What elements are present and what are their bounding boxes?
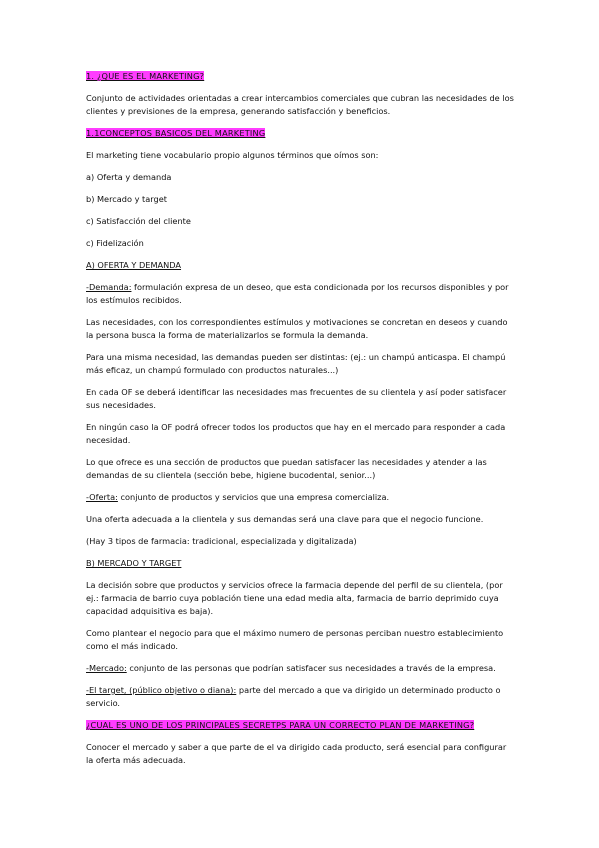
paragraph-demanda: -Demanda: formulación expresa de un deseo, que esta condicionada por los recursos disponibles y por los estímulos recibidos. bbox=[86, 282, 509, 305]
paragraph-seccion-productos: Lo que ofrece es una sección de productos que puedan satisfacer las necesidades y atender a las demandas de su clientela (sección bebe, higiene bucodental, senior...) bbox=[86, 457, 487, 480]
section-heading-oferta-demanda: A) OFERTA Y DEMANDA bbox=[86, 260, 182, 270]
term-target: -El target, (público objetivo o diana): bbox=[86, 685, 237, 695]
heading-que-es-marketing: 1. ¿QUE ES EL MARKETING? bbox=[86, 71, 205, 81]
paragraph-tipos-farmacia: (Hay 3 tipos de farmacia: tradicional, especializada y digitalizada) bbox=[86, 536, 357, 546]
paragraph-mercado: -Mercado: conjunto de las personas que podrían satisfacer sus necesidades a través de la empresa. bbox=[86, 663, 496, 673]
heading-conceptos-basicos: 1.1CONCEPTOS BASICOS DEL MARKETING bbox=[86, 128, 266, 138]
list-item: c) Fidelización bbox=[86, 238, 144, 248]
list-item: a) Oferta y demanda bbox=[86, 172, 172, 182]
paragraph-oferta: -Oferta: conjunto de productos y servicios que una empresa comercializa. bbox=[86, 492, 390, 502]
paragraph-oferta-adecuada: Una oferta adecuada a la clientela y sus demandas será una clave para que el negocio funcione. bbox=[86, 514, 484, 524]
paragraph-conocer-mercado: Conocer el mercado y saber a que parte de el va dirigido cada producto, será esencial para configurar la oferta más adecuada. bbox=[86, 742, 507, 765]
paragraph-necesidades: Las necesidades, con los correspondientes estímulos y motivaciones se concretan en deseos y cuando la persona busca la forma de materializarlos se formula la demanda. bbox=[86, 317, 508, 340]
term-demanda: -Demanda: bbox=[86, 282, 132, 292]
paragraph-definicion: Conjunto de actividades orientadas a crear intercambios comerciales que cubran las necesidades de los clientes y previsiones de la empresa, generando satisfacción y beneficios. bbox=[86, 93, 514, 116]
term-mercado: -Mercado: bbox=[86, 663, 127, 673]
paragraph-target: -El target, (público objetivo o diana): parte del mercado a que va dirigido un determinado producto o servicio. bbox=[86, 685, 501, 708]
paragraph-misma-necesidad: Para una misma necesidad, las demandas pueden ser distintas: (ej.: un champú anticaspa. El champú más eficaz, un champú formulado con productos naturales...) bbox=[86, 352, 506, 375]
paragraph-decision: La decisión sobre que productos y servicios ofrece la farmacia depende del perfil de su clientela, (por ej.: farmacia de barrio cuya población tiene una edad media alta, farmacia de barrio deprimido cuya capacidad adquisitiva es baja). bbox=[86, 580, 503, 616]
list-item: b) Mercado y target bbox=[86, 194, 167, 204]
list-item: c) Satisfacción del cliente bbox=[86, 216, 191, 226]
heading-secreto-plan-marketing: ¿CUAL ES UNO DE LOS PRINCIPALES SECRETPS PARA UN CORRECTO PLAN DE MARKETING? bbox=[86, 720, 475, 730]
paragraph-ningun-caso: En ningún caso la OF podrá ofrecer todos los productos que hay en el mercado para responder a cada necesidad. bbox=[86, 422, 506, 445]
paragraph-vocabulario: El marketing tiene vocabulario propio algunos términos que oímos son: bbox=[86, 150, 379, 160]
section-heading-mercado-target: B) MERCADO Y TARGET bbox=[86, 558, 182, 568]
paragraph-plantear-negocio: Como plantear el negocio para que el máximo numero de personas perciban nuestro establecimiento como el más indicado. bbox=[86, 628, 504, 651]
document-body bbox=[86, 70, 516, 767]
term-oferta: -Oferta: bbox=[86, 492, 118, 502]
paragraph-cada-of: En cada OF se deberá identificar las necesidades mas frecuentes de su clientela y así poder satisfacer sus necesidades. bbox=[86, 387, 507, 410]
